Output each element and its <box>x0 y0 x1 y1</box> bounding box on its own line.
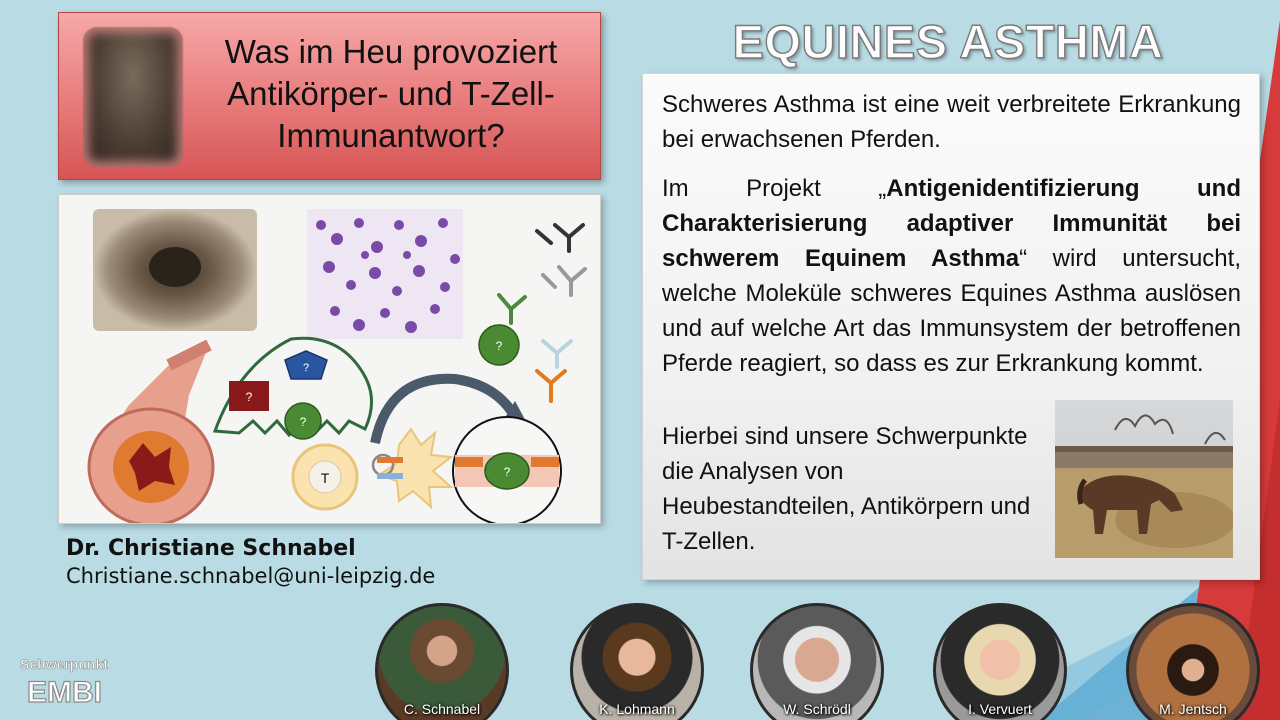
cytology-image <box>307 209 463 339</box>
team-name: W. Schrödl <box>783 701 851 717</box>
title-line-2: Antikörper- und T-Zell- <box>227 75 555 112</box>
paragraph-3: Hierbei sind unsere Schwerpunkte die Analysen von Heubestandteilen, Antikörpern und T-Zellen. <box>662 423 1031 555</box>
contact-name: Dr. Christiane Schnabel <box>66 536 356 561</box>
logo-top-text: Schwerpunkt <box>20 656 108 672</box>
team-name: M. Jentsch <box>1159 701 1227 717</box>
immunology-figure <box>59 195 601 524</box>
main-heading: EQUINES ASTHMA <box>732 15 1164 68</box>
paragraph-2 <box>662 171 1241 381</box>
horse-eating-hay-photo <box>1055 400 1233 558</box>
team-member-lohmann <box>570 603 704 720</box>
title-text <box>191 31 591 157</box>
antibody-icons <box>499 225 585 401</box>
team-name: C. Schnabel <box>403 701 481 717</box>
title-line-1: Was im Heu provoziert <box>224 33 558 70</box>
title-box <box>58 12 601 180</box>
horse-nose-photo <box>83 27 183 167</box>
team-name: I. Vervuert <box>968 701 1032 717</box>
paragraph-1: Schweres Asthma ist eine weit verbreitete Erkrankung bei erwachsenen Pferden. <box>662 91 1241 153</box>
receptor-label: ? <box>503 465 511 479</box>
team-member-schnabel <box>375 603 509 720</box>
project-title: Antigenidentifizierung und Charakterisierung adaptiver Immunität bei schwerem Equinem Asthma <box>662 175 1241 272</box>
t-cell-label: T <box>320 470 330 486</box>
paragraph-2-prefix: Im Projekt „ <box>662 175 887 202</box>
figure-panel <box>58 194 601 524</box>
contact-email[interactable]: Christiane.schnabel@uni-leipzig.de <box>66 564 436 588</box>
logo-bottom-text: EMBI <box>27 676 102 709</box>
paragraph-2-suffix: “ wird untersucht, welche Moleküle schweres Equines Asthma auslösen und auf welche Art das Immunsystem der betroffenen Pferde reagiert, so dass es zur Erkrankung kommt. <box>662 245 1241 377</box>
trachea-illustration <box>89 345 213 524</box>
pentagon-label: ? <box>302 362 310 374</box>
dendritic-cell <box>379 429 451 507</box>
team-member-vervuert <box>933 603 1067 720</box>
team-name: K. Lohmann <box>599 701 675 717</box>
description-box <box>642 73 1260 580</box>
team-member-jentsch <box>1126 603 1260 720</box>
square-label: ? <box>245 390 253 404</box>
antigen-label-top: ? <box>495 339 503 353</box>
title-line-3: Immunantwort? <box>277 117 505 154</box>
hay-circle-label: ? <box>299 415 307 429</box>
team-member-schroedl <box>750 603 884 720</box>
